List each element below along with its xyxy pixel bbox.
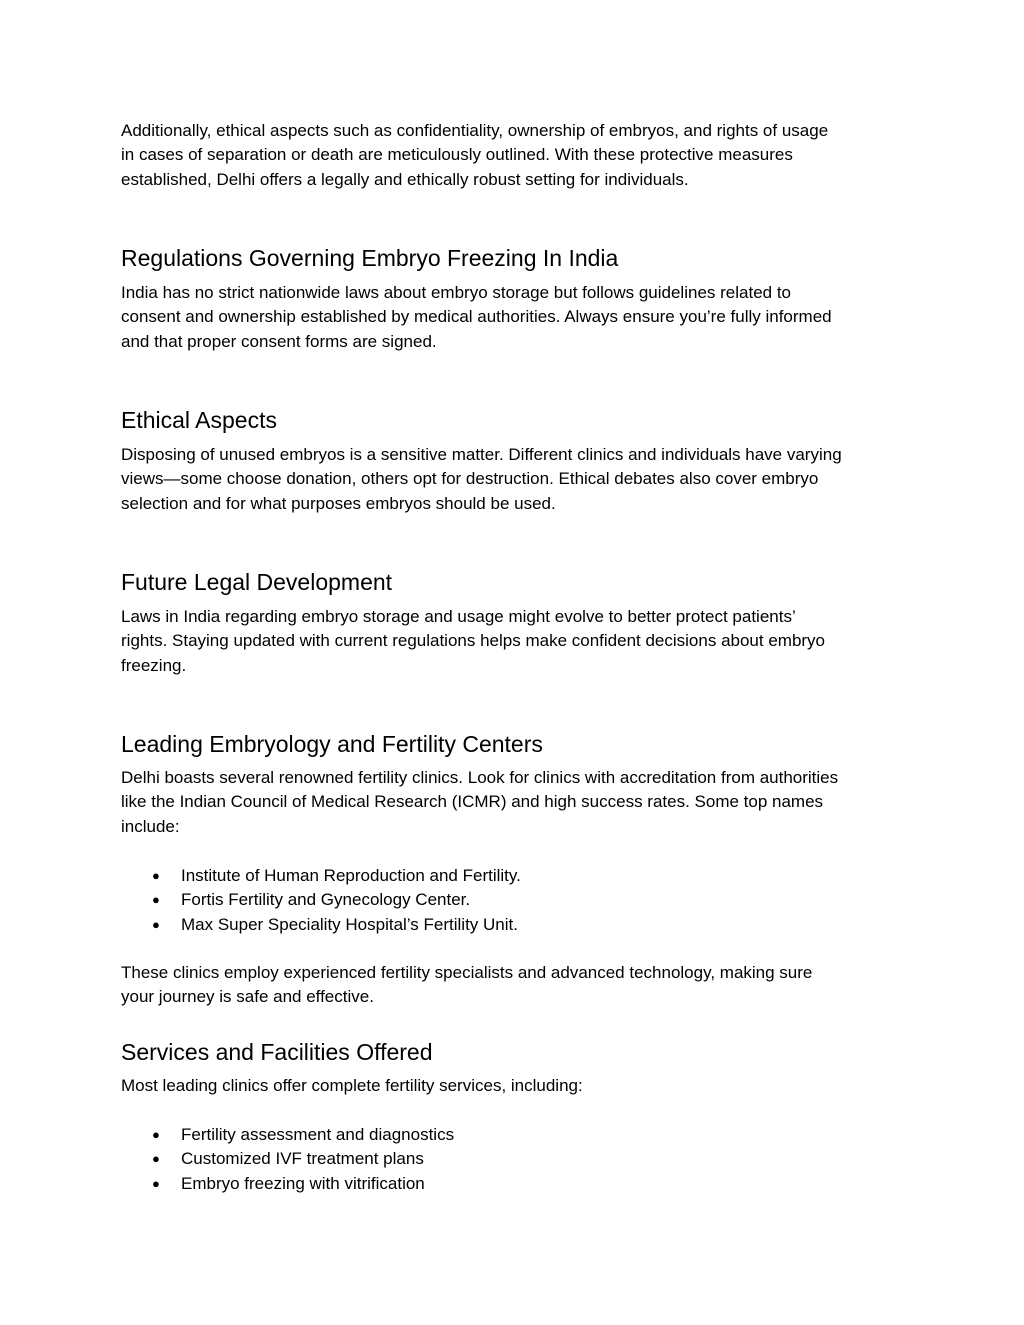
text-line: consent and ownership established by medical authorities. Always ensure you’re fully informed xyxy=(121,307,832,327)
bullet-list xyxy=(121,864,521,937)
list-item: ● Institute of Human Reproduction and Fertility. xyxy=(121,864,521,888)
section-paragraph xyxy=(121,605,921,678)
text-line: and that proper consent forms are signed. xyxy=(121,331,437,351)
section-paragraph xyxy=(121,281,921,354)
bullet-icon: ● xyxy=(152,868,160,883)
bullet-icon: ● xyxy=(152,1175,160,1191)
bullet-icon: ● xyxy=(152,892,160,908)
text-line: views—some choose donation, others opt for destruction. Ethical debates also cover embryo xyxy=(121,469,819,489)
text-line: Disposing of unused embryos is a sensitive matter. Different clinics and individuals have varying xyxy=(121,445,842,464)
bullet-list xyxy=(121,1123,454,1196)
text-line: your journey is safe and effective. xyxy=(121,987,374,1007)
bullet-icon: ● xyxy=(152,1127,160,1142)
text-line: include: xyxy=(121,816,180,836)
section-heading: Ethical Aspects xyxy=(121,407,277,433)
intro-paragraph xyxy=(121,119,921,192)
list-item: ● Max Super Speciality Hospital’s Fertility Unit. xyxy=(121,913,521,937)
text-line: rights. Staying updated with current regulations helps make confident decisions about embryo xyxy=(121,631,826,651)
section-heading: Future Legal Development xyxy=(121,569,393,595)
text-line: Delhi boasts several renowned fertility clinics. Look for clinics with accreditation from authorities xyxy=(121,768,839,787)
section-paragraph xyxy=(121,961,921,1010)
text-line: in cases of separation or death are meticulously outlined. With these protective measures xyxy=(121,145,793,165)
list-item: ● Embryo freezing with vitrification xyxy=(121,1172,454,1196)
section-paragraph xyxy=(121,1074,921,1098)
text-line: selection and for what purposes embryos should be used. xyxy=(121,493,556,513)
section-heading: Leading Embryology and Fertility Centers xyxy=(121,731,543,757)
bullet-icon: ● xyxy=(152,1151,160,1167)
text-line: Laws in India regarding embryo storage and usage might evolve to better protect patients’ xyxy=(121,607,796,626)
text-line: Most leading clinics offer complete fertility services, including: xyxy=(121,1076,583,1095)
text-line: established, Delhi offers a legally and ethically robust setting for individuals. xyxy=(121,169,689,189)
text-line: freezing. xyxy=(121,655,187,675)
text-line: like the Indian Council of Medical Research (ICMR) and high success rates. Some top names xyxy=(121,792,824,812)
list-item: ● Fertility assessment and diagnostics xyxy=(121,1123,454,1147)
section-paragraph xyxy=(121,443,921,516)
bullet-icon: ● xyxy=(152,916,160,932)
section-heading: Services and Facilities Offered xyxy=(121,1039,433,1065)
section-heading: Regulations Governing Embryo Freezing In India xyxy=(121,245,619,271)
list-item: ● Fortis Fertility and Gynecology Center. xyxy=(121,888,521,912)
text-line: India has no strict nationwide laws about embryo storage but follows guidelines related to xyxy=(121,283,791,302)
text-line: Additionally, ethical aspects such as confidentiality, ownership of embryos, and rights of usage xyxy=(121,121,829,140)
text-line: These clinics employ experienced fertility specialists and advanced technology, making sure xyxy=(121,963,813,982)
list-item: ● Customized IVF treatment plans xyxy=(121,1147,454,1171)
section-paragraph xyxy=(121,766,921,839)
